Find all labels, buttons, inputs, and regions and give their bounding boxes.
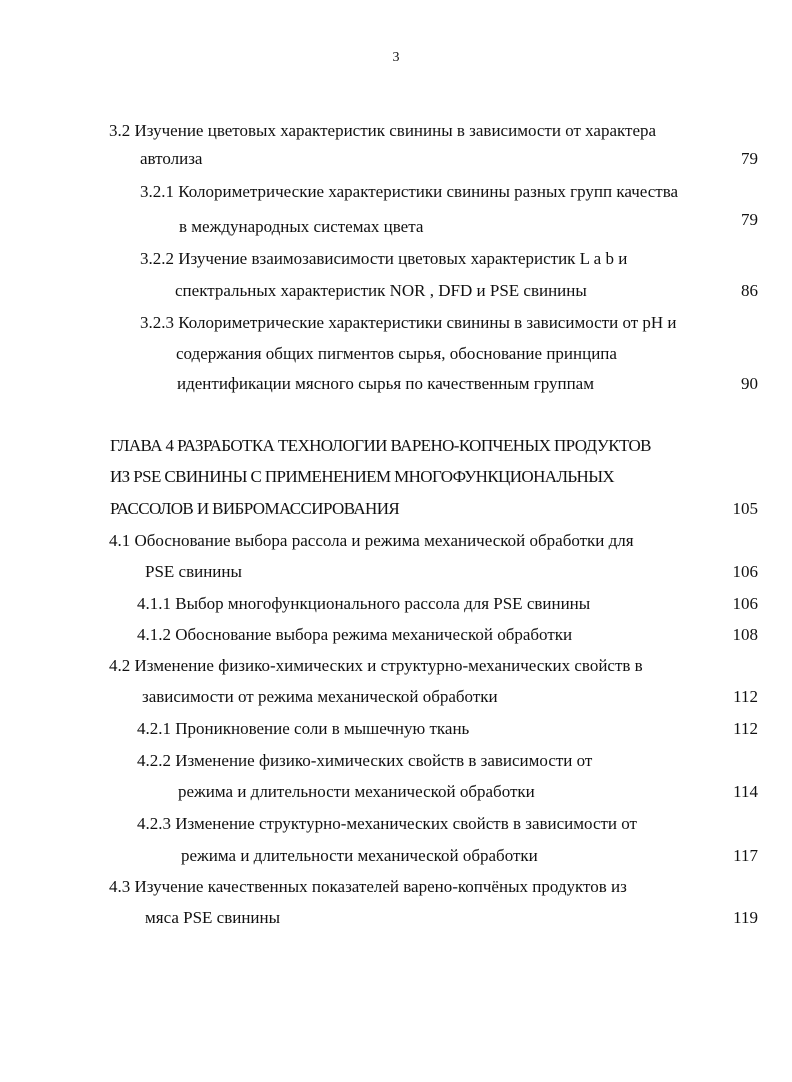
toc-entry-4-1-2-line-1: 4.1.2 Обоснование выбора режима механической обработки (137, 625, 573, 644)
chapter-4-heading-line-2: ИЗ PSE СВИНИНЫ С ПРИМЕНЕНИЕМ МНОГОФУНКЦИОНАЛЬНЫХ (110, 467, 615, 486)
toc-entry-4-2-3-line-2: режима и длительности механической обработки (181, 846, 538, 865)
toc-entry-3-2-3-line-3: идентификации мясного сырья по качественным группам (177, 374, 594, 393)
page-number: 3 (392, 50, 400, 65)
toc-entry-4-2-3-line-1: 4.2.3 Изменение структурно-механических свойств в зависимости от (137, 814, 637, 833)
toc-entry-3-2-2-line-2: спектральных характеристик NOR , DFD и PSE свинины (175, 281, 587, 300)
toc-entry-4-1-line-1: 4.1 Обоснование выбора рассола и режима механической обработки для (109, 531, 634, 550)
toc-entry-4-2-2-line-2: режима и длительности механической обработки (178, 782, 535, 801)
toc-entry-3-2-1-page: 79 (741, 210, 758, 229)
toc-entry-4-2-line-1: 4.2 Изменение физико-химических и структурно-механических свойств в (109, 656, 643, 675)
toc-entry-4-2-1-page: 112 (733, 719, 758, 738)
toc-entry-4-2-2-page: 114 (733, 782, 758, 801)
toc-entry-4-2-2-line-1: 4.2.2 Изменение физико-химических свойств в зависимости от (137, 751, 593, 770)
toc-entry-4-1-1-page: 106 (732, 594, 758, 613)
chapter-4-page: 105 (732, 499, 758, 518)
chapter-4-heading-line-3: РАССОЛОВ И ВИБРОМАССИРОВАНИЯ (110, 499, 400, 518)
toc-entry-3-2-line-2: автолиза (140, 149, 203, 168)
toc-entry-3-2-line-1: 3.2 Изучение цветовых характеристик свинины в зависимости от характера (109, 121, 657, 140)
toc-entry-4-2-3-page: 117 (733, 846, 758, 865)
toc-entry-4-3-line-2: мяса PSE свинины (145, 908, 281, 927)
chapter-4-heading-line-1: ГЛАВА 4 РАЗРАБОТКА ТЕХНОЛОГИИ ВАРЕНО-КОПЧЕНЫХ ПРОДУКТОВ (110, 436, 651, 455)
toc-entry-3-2-3-line-2: содержания общих пигментов сырья, обоснование принципа (176, 344, 617, 363)
toc-entry-3-2-1-line-2: в международных системах цвета (179, 217, 424, 236)
toc-entry-3-2-3-page: 90 (741, 374, 758, 393)
toc-entry-3-2-2-page: 86 (741, 281, 758, 300)
toc-entry-4-1-line-2: PSE свинины (145, 562, 242, 581)
toc-entry-3-2-2-line-1: 3.2.2 Изучение взаимозависимости цветовых характеристик L a b и (140, 249, 628, 268)
toc-entry-3-2-3-line-1: 3.2.3 Колориметрические характеристики свинины в зависимости от рН и (140, 313, 677, 332)
toc-entry-4-1-2-page: 108 (732, 625, 758, 644)
toc-entry-4-2-page: 112 (733, 687, 758, 706)
toc-entry-3-2-1-line-1: 3.2.1 Колориметрические характеристики свинины разных групп качества (140, 182, 679, 201)
toc-entry-4-3-page: 119 (733, 908, 758, 927)
toc-entry-4-1-page: 106 (732, 562, 758, 581)
toc-entry-3-2-page: 79 (741, 149, 758, 168)
toc-entry-4-2-1-line-1: 4.2.1 Проникновение соли в мышечную ткань (137, 719, 470, 738)
toc-entry-4-3-line-1: 4.3 Изучение качественных показателей варено-копчёных продуктов из (109, 877, 627, 896)
toc-entry-4-2-line-2: зависимости от режима механической обработки (142, 687, 498, 706)
toc-entry-4-1-1-line-1: 4.1.1 Выбор многофункционального рассола для PSE свинины (137, 594, 591, 613)
